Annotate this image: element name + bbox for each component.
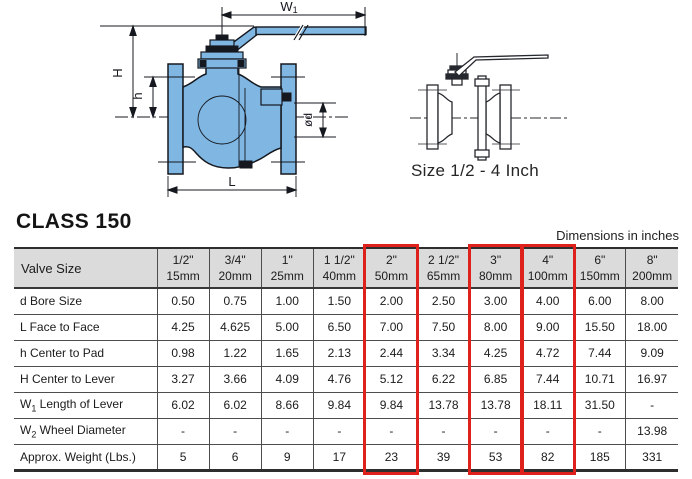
small-lever [455, 55, 548, 76]
dim-value-cell: 18.00 [626, 314, 678, 340]
column-header: 6" 150mm [574, 248, 626, 288]
dim-value-cell: 7.44 [574, 340, 626, 366]
dim-value-cell: 6.02 [157, 392, 209, 418]
dim-value-cell: 7.50 [417, 314, 469, 340]
column-header: 4" 100mm [522, 248, 574, 288]
dim-value-cell: 0.98 [157, 340, 209, 366]
corner-label: Valve Size [14, 248, 157, 288]
left-flange [168, 64, 183, 174]
dim-value-cell: 6.22 [417, 366, 469, 392]
table-row [14, 366, 678, 392]
table-row [14, 314, 678, 340]
dim-value-cell: 8.00 [626, 288, 678, 314]
dim-value-cell: 15.50 [574, 314, 626, 340]
lever-bar [256, 27, 366, 35]
dim-label-w1: W1 [280, 0, 298, 15]
dim-value-cell: 2.44 [365, 340, 417, 366]
dim-value-cell: 9.84 [313, 392, 365, 418]
gland-nut [206, 46, 238, 52]
dim-value-cell: 4.72 [522, 340, 574, 366]
dim-value-cell: 9 [261, 444, 313, 470]
dim-value-cell: 5 [157, 444, 209, 470]
dim-value-cell: 3.00 [470, 288, 522, 314]
dim-value-cell: 331 [626, 444, 678, 470]
dim-value-cell: 185 [574, 444, 626, 470]
dim-value-cell: 7.44 [522, 366, 574, 392]
dim-value-cell: 4.625 [209, 314, 261, 340]
dimensions-table [14, 247, 678, 472]
dim-value-cell: 1.22 [209, 340, 261, 366]
dim-value-cell: 6 [209, 444, 261, 470]
dim-value-cell: - [365, 418, 417, 444]
dim-label-H: H [110, 68, 125, 78]
valve-technical-drawing [0, 0, 392, 215]
dim-value-cell: 4.00 [522, 288, 574, 314]
table-row [14, 418, 678, 444]
dim-value-cell: 16.97 [626, 366, 678, 392]
dim-label-od: ød [301, 112, 315, 128]
dim-value-cell: 0.75 [209, 288, 261, 314]
table-row [14, 444, 678, 470]
dim-value-cell: 13.78 [417, 392, 469, 418]
dim-label-h: h [130, 92, 145, 100]
small-right-flange [500, 85, 511, 149]
dim-value-cell: 1.00 [261, 288, 313, 314]
dim-value-cell: 23 [365, 444, 417, 470]
dim-value-cell: - [574, 418, 626, 444]
dim-value-cell: 3.34 [417, 340, 469, 366]
row-label: L Face to Face [14, 314, 157, 340]
dim-value-cell: 82 [522, 444, 574, 470]
side-gland [261, 89, 282, 105]
dim-value-cell: 1.65 [261, 340, 313, 366]
dim-value-cell: 17 [313, 444, 365, 470]
row-label: h Center to Pad [14, 340, 157, 366]
dim-value-cell: - [261, 418, 313, 444]
dim-value-cell: 6.00 [574, 288, 626, 314]
dim-value-cell: - [626, 392, 678, 418]
small-joint-plate [478, 76, 486, 160]
dim-value-cell: 0.50 [157, 288, 209, 314]
small-left-hub [438, 93, 452, 143]
column-header: 2 1/2" 65mm [417, 248, 469, 288]
table-row [14, 288, 678, 314]
dim-value-cell: 4.76 [313, 366, 365, 392]
dim-label-L: L [228, 174, 236, 189]
dim-value-cell: 9.09 [626, 340, 678, 366]
row-label: $W_2$ Wheel Diameter [14, 418, 157, 444]
dim-value-cell: 2.50 [417, 288, 469, 314]
dim-value-cell: - [522, 418, 574, 444]
row-label: Approx. Weight (Lbs.) [14, 444, 157, 470]
small-left-flange [427, 85, 438, 149]
dim-value-cell: - [209, 418, 261, 444]
table-row [14, 392, 678, 418]
units-note: Dimensions in inches [556, 228, 679, 243]
dim-value-cell: 3.27 [157, 366, 209, 392]
row-label: H Center to Lever [14, 366, 157, 392]
dim-value-cell: 10.71 [574, 366, 626, 392]
right-flange [281, 64, 296, 174]
dim-value-cell: 6.85 [470, 366, 522, 392]
dim-value-cell: 8.00 [470, 314, 522, 340]
row-label: d Bore Size [14, 288, 157, 314]
dim-value-cell: - [470, 418, 522, 444]
class-title: CLASS 150 [16, 210, 132, 233]
dim-value-cell: 2.00 [365, 288, 417, 314]
dim-value-cell: 9.84 [365, 392, 417, 418]
dim-value-cell: 13.78 [470, 392, 522, 418]
table-row [14, 340, 678, 366]
dim-value-cell: 39 [417, 444, 469, 470]
dim-value-cell: 5.12 [365, 366, 417, 392]
column-header: 3" 80mm [470, 248, 522, 288]
column-header: 1/2" 15mm [157, 248, 209, 288]
dim-value-cell: 4.09 [261, 366, 313, 392]
dim-value-cell: 13.98 [626, 418, 678, 444]
row-label: $W_1$ Length of Lever [14, 392, 157, 418]
dim-value-cell: 4.25 [470, 340, 522, 366]
dim-value-cell: 2.13 [313, 340, 365, 366]
column-header: 1" 25mm [261, 248, 313, 288]
dim-value-cell: 6.50 [313, 314, 365, 340]
dim-value-cell: 9.00 [522, 314, 574, 340]
dim-value-cell: - [157, 418, 209, 444]
dim-value-cell: 6.02 [209, 392, 261, 418]
column-header: 8" 200mm [626, 248, 678, 288]
dim-value-cell: - [417, 418, 469, 444]
dim-value-cell: 53 [470, 444, 522, 470]
size-range-caption: Size 1/2 - 4 Inch [411, 161, 539, 180]
dim-value-cell: - [313, 418, 365, 444]
dim-value-cell: 4.25 [157, 314, 209, 340]
dim-value-cell: 5.00 [261, 314, 313, 340]
dim-value-cell: 1.50 [313, 288, 365, 314]
drain-plug [240, 161, 252, 168]
column-header: 2" 50mm [365, 248, 417, 288]
column-header: 3/4" 20mm [209, 248, 261, 288]
small-right-hub [486, 93, 500, 143]
dim-value-cell: 18.11 [522, 392, 574, 418]
dim-value-cell: 31.50 [574, 392, 626, 418]
column-header: 1 1/2" 40mm [313, 248, 365, 288]
dim-value-cell: 8.66 [261, 392, 313, 418]
dim-value-cell: 7.00 [365, 314, 417, 340]
dim-value-cell: 3.66 [209, 366, 261, 392]
